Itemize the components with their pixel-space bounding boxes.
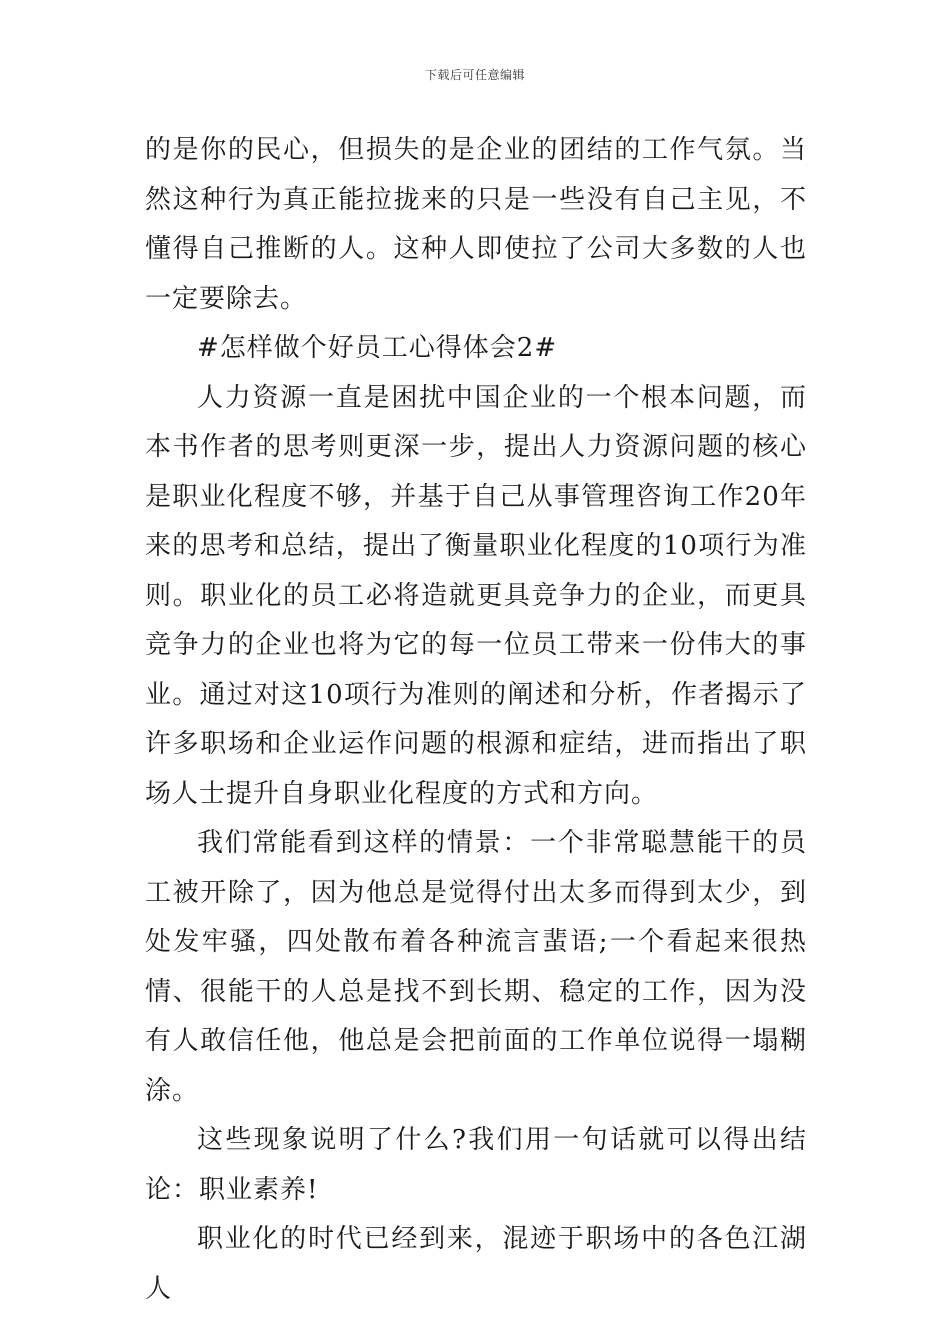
paragraph-5: 职业化的时代已经到来，混迹于职场中的各色江湖人 xyxy=(145,1224,807,1304)
paragraph-4: 这些现象说明了什么?我们用一句话就可以得出结论：职业素养! xyxy=(145,1125,807,1205)
paragraph-3: 我们常能看到这样的情景：一个非常聪慧能干的员工被开除了，因为他总是觉得付出太多而得到太少，到处发牢骚，四处散布着各种流言蜚语;一个看起来很热情、很能干的人总是找不到长期、稳定的工作，因为没有人敢信任他，他总是会把前面的工作单位说得一塌糊涂。 xyxy=(145,828,807,1106)
paragraph-2: 人力资源一直是困扰中国企业的一个根本问题，而本书作者的思考则更深一步，提出人力资源问题的核心是职业化程度不够，并基于自己从事管理咨询工作20年来的思考和总结，提出了衡量职业化程度的10项行为准则。职业化的员工必将造就更具竞争力的企业，而更具竞争力的企业也将为它的每一位员工带来一份伟大的事业。通过对这10项行为准则的阐述和分析，作者揭示了许多职场和企业运作问题的根源和症结，进而指出了职场人士提升自身职业化程度的方式和方向。 xyxy=(145,382,807,809)
page-header: 下载后可任意编辑 xyxy=(424,68,525,82)
section-heading: #怎样做个好员工心得体会2# xyxy=(197,333,558,363)
paragraph-1: 的是你的民心，但损失的是企业的团结的工作气氛。当然这种行为真正能拉拢来的只是一些没有自己主见，不懂得自己推断的人。这种人即使拉了公司大多数的人也一定要除去。 xyxy=(145,135,807,314)
document-body xyxy=(145,126,807,1314)
